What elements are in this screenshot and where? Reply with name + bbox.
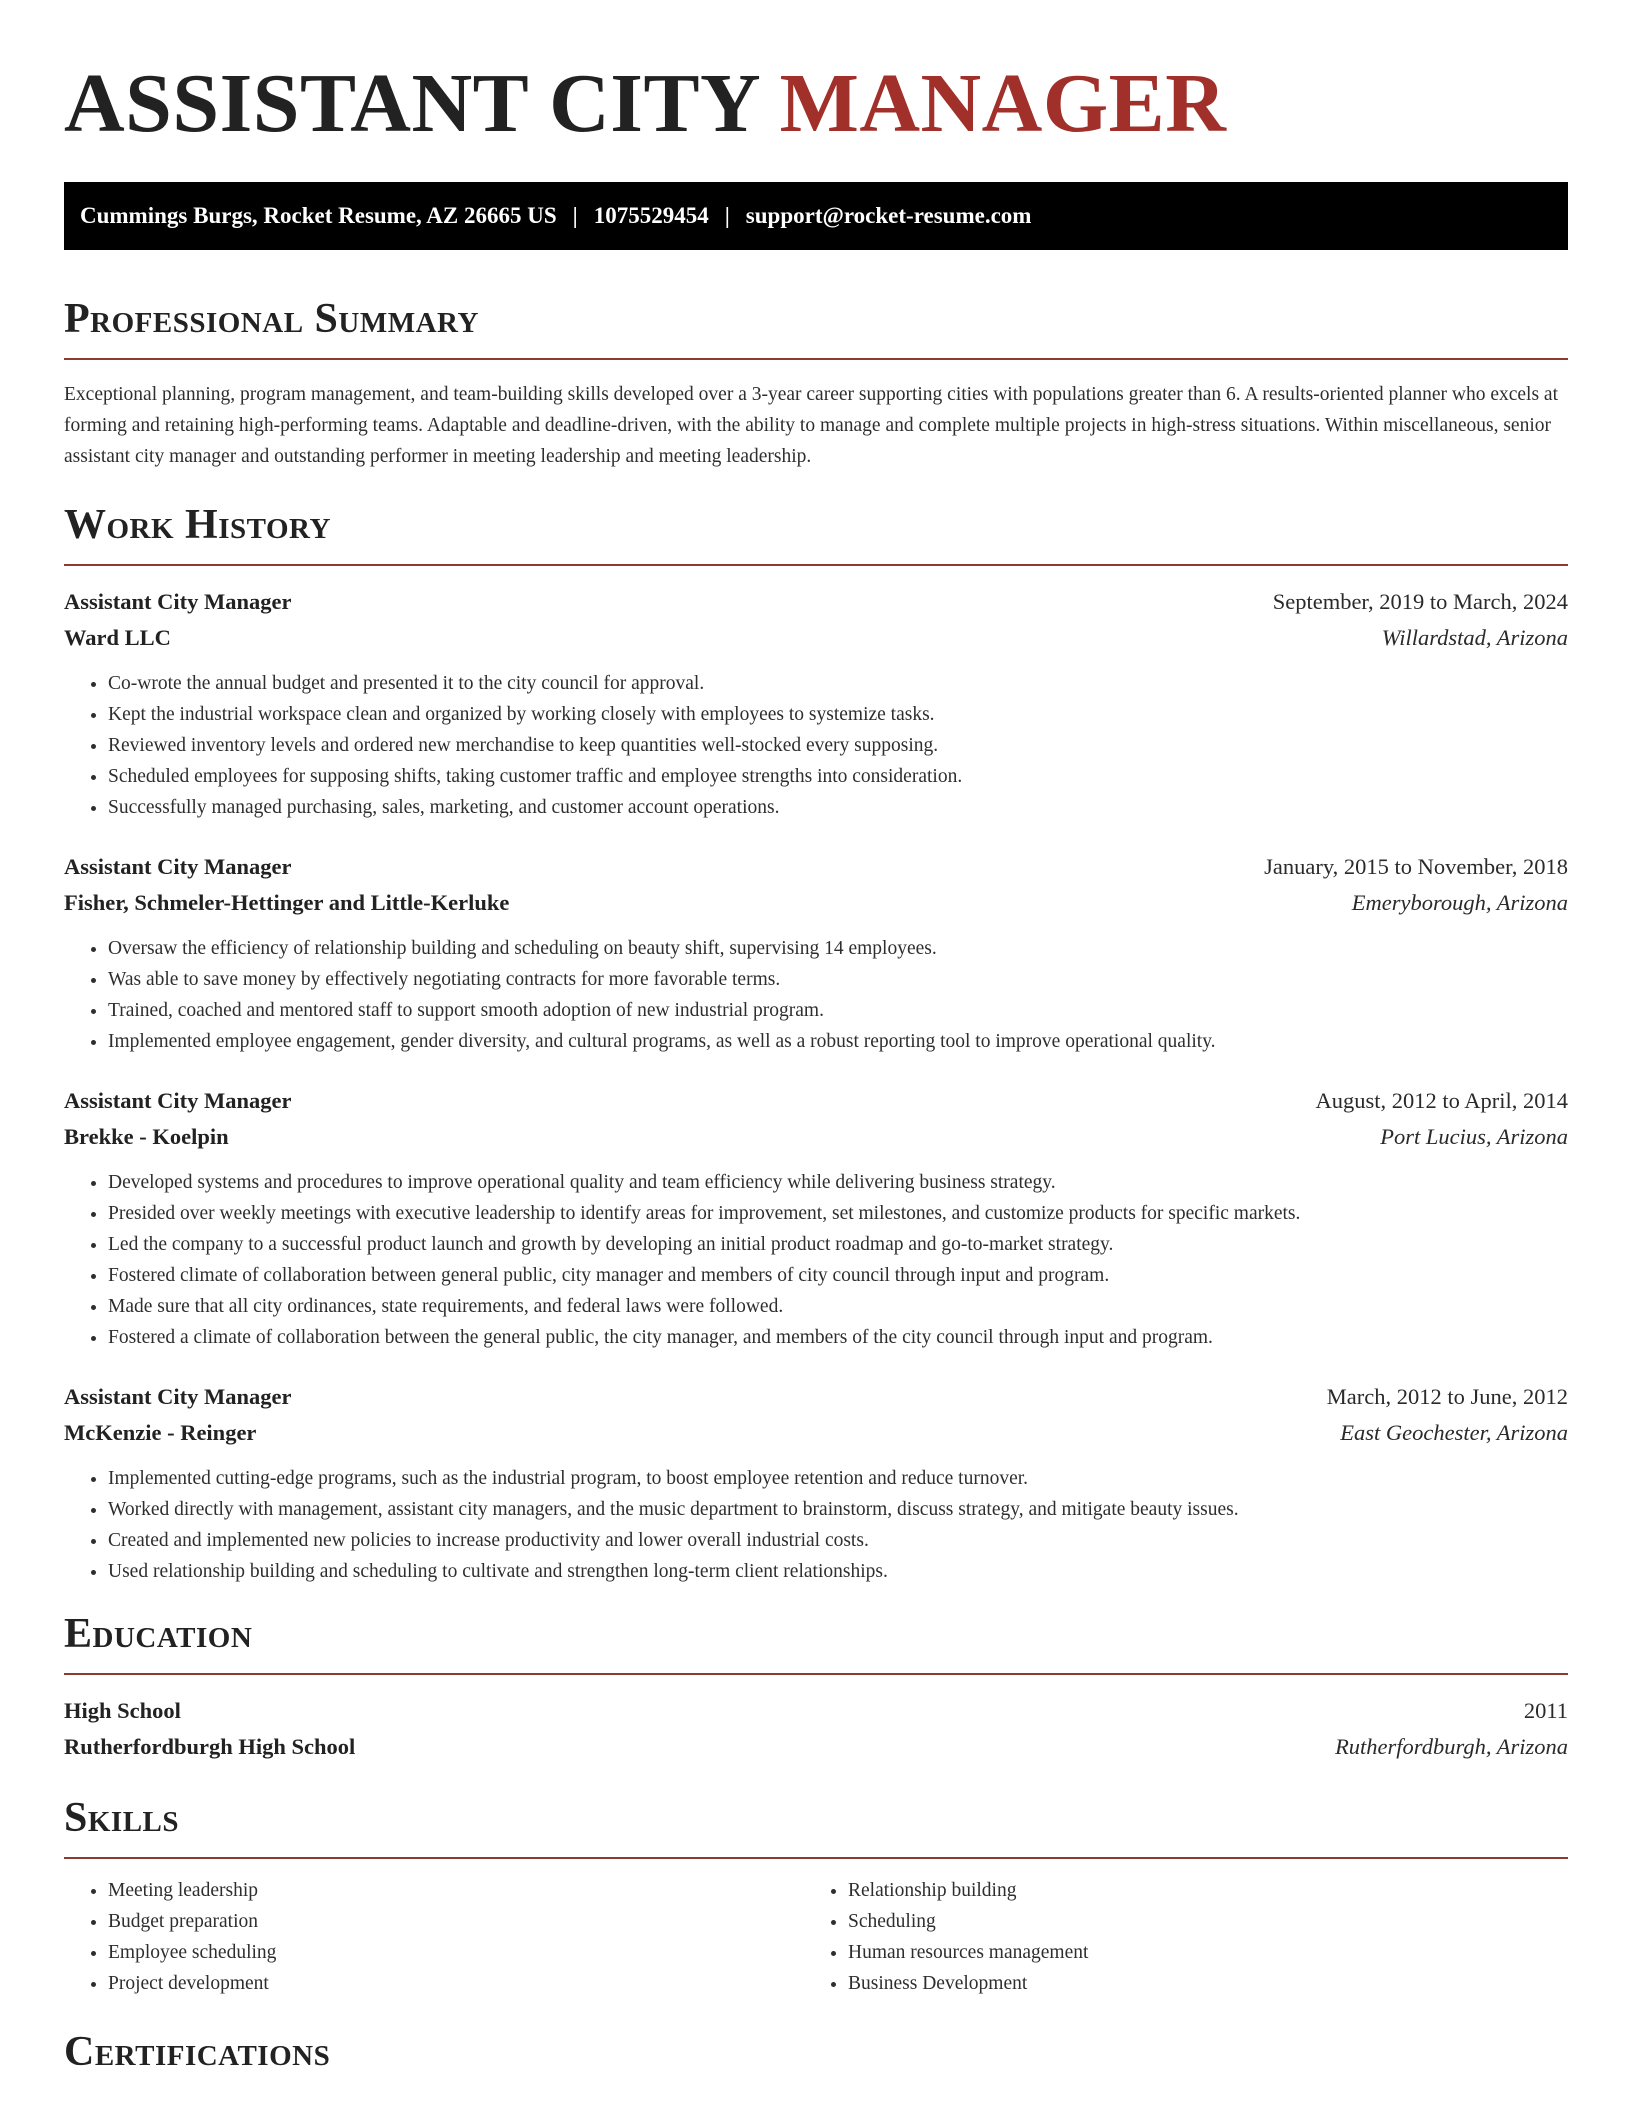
job-bullet: • Implemented cutting-edge programs, such as the industrial program, to boost employee retention and reduce turnover. <box>108 1463 1568 1494</box>
section-divider <box>64 358 1568 360</box>
contact-address: Cummings Burgs, Rocket Resume, AZ 26665 US <box>80 203 557 228</box>
section-divider <box>64 1857 1568 1859</box>
job-bullet: • Used relationship building and scheduling to cultivate and strengthen long-term client relationships. <box>108 1556 1568 1587</box>
skills-section <box>64 1793 1568 1999</box>
education-school-row <box>64 1729 1568 1765</box>
certifications-section <box>64 2027 1568 2077</box>
skills-heading: Skills <box>64 1795 180 1841</box>
job-bullet: • Co-wrote the annual budget and presented it to the city council for approval. <box>108 668 1568 699</box>
summary-text: Exceptional planning, program management, and team-building skills developed over a 3-year career supporting cities with populations greater than 6. A results-oriented planner who excels at forming and retaining high-performing teams. Adaptable and deadline-driven, with the ability to manage and complete multiple projects in high-stress situations. Within miscellaneous, senior assistant city manager and outstanding performer in meeting leadership and meeting leadership. <box>64 384 1558 467</box>
skill-item: • Human resources management <box>848 1937 1544 1968</box>
job-header-row <box>64 1083 1568 1119</box>
section-divider <box>64 1673 1568 1675</box>
job-title: Assistant City Manager <box>64 1384 292 1409</box>
job-bullet: • Fostered climate of collaboration between general public, city manager and members of city council through input and program. <box>108 1260 1568 1291</box>
section-divider <box>64 564 1568 566</box>
job-company-row <box>64 885 1568 921</box>
skill-item: • Scheduling <box>848 1906 1544 1937</box>
job-title: Assistant City Manager <box>64 589 292 614</box>
job-bullets <box>64 668 1568 823</box>
job-bullet: • Presided over weekly meetings with executive leadership to identify areas for improvement, set milestones, and customize products for specific markets. <box>108 1198 1568 1229</box>
contact-separator: | <box>724 203 730 228</box>
skills-list-right <box>804 1875 1544 1999</box>
work-history-heading: Work History <box>64 502 331 548</box>
job-bullet: • Kept the industrial workspace clean and organized by working closely with employees to systemize tasks. <box>108 699 1568 730</box>
job-dates: January, 2015 to November, 2018 <box>1264 854 1568 879</box>
summary-heading: Professional Summary <box>64 296 479 342</box>
job-dates: August, 2012 to April, 2014 <box>1315 1088 1568 1113</box>
job-location: East Geochester, Arizona <box>1340 1420 1568 1445</box>
education-degree: High School <box>64 1698 181 1723</box>
job-header-row <box>64 584 1568 620</box>
job-bullet: • Fostered a climate of collaboration between the general public, the city manager, and members of the city council through input and program. <box>108 1322 1568 1353</box>
job-entry <box>64 1083 1568 1353</box>
skill-item: • Budget preparation <box>108 1906 804 1937</box>
page-title <box>64 0 1568 150</box>
education-header-row <box>64 1693 1568 1729</box>
skill-item: • Business Development <box>848 1968 1544 1999</box>
job-bullet: • Trained, coached and mentored staff to support smooth adoption of new industrial program. <box>108 995 1568 1026</box>
job-company: Brekke - Koelpin <box>64 1124 229 1149</box>
contact-separator: | <box>572 203 578 228</box>
job-bullet: • Scheduled employees for supposing shifts, taking customer traffic and employee strengths into consideration. <box>108 761 1568 792</box>
title-main: ASSISTANT CITY <box>64 57 759 150</box>
education-school: Rutherfordburgh High School <box>64 1734 356 1759</box>
skill-item: • Project development <box>108 1968 804 1999</box>
job-bullet: • Implemented employee engagement, gender diversity, and cultural programs, as well as a robust reporting tool to improve operational quality. <box>108 1026 1568 1057</box>
skill-item: • Relationship building <box>848 1875 1544 1906</box>
job-title: Assistant City Manager <box>64 854 292 879</box>
job-bullet: • Created and implemented new policies to increase productivity and lower overall industrial costs. <box>108 1525 1568 1556</box>
job-dates: September, 2019 to March, 2024 <box>1272 589 1568 614</box>
skill-item: • Meeting leadership <box>108 1875 804 1906</box>
skill-item: • Employee scheduling <box>108 1937 804 1968</box>
education-location: Rutherfordburgh, Arizona <box>1335 1734 1568 1759</box>
job-bullets <box>64 933 1568 1057</box>
contact-bar <box>64 182 1568 250</box>
job-location: Port Lucius, Arizona <box>1380 1124 1568 1149</box>
contact-phone: 1075529454 <box>593 203 709 228</box>
job-company-row <box>64 620 1568 656</box>
job-dates: March, 2012 to June, 2012 <box>1326 1384 1568 1409</box>
job-header-row <box>64 849 1568 885</box>
contact-email: support@rocket-resume.com <box>745 203 1032 228</box>
job-entry <box>64 849 1568 1057</box>
skills-list-left <box>64 1875 804 1999</box>
education-entry <box>64 1693 1568 1765</box>
education-year: 2011 <box>1523 1698 1568 1723</box>
job-bullet: • Developed systems and procedures to improve operational quality and team efficiency while delivering business strategy. <box>108 1167 1568 1198</box>
job-bullet: • Was able to save money by effectively negotiating contracts for more favorable terms. <box>108 964 1568 995</box>
job-bullets <box>64 1463 1568 1587</box>
job-company: Fisher, Schmeler-Hettinger and Little-Kerluke <box>64 890 510 915</box>
job-company: McKenzie - Reinger <box>64 1420 257 1445</box>
title-accent: MANAGER <box>779 57 1227 150</box>
job-bullet: • Made sure that all city ordinances, state requirements, and federal laws were followed. <box>108 1291 1568 1322</box>
job-company-row <box>64 1415 1568 1451</box>
education-heading: Education <box>64 1611 253 1657</box>
skills-columns <box>64 1875 1568 1999</box>
job-bullet: • Led the company to a successful product launch and growth by developing an initial product roadmap and go-to-market strategy. <box>108 1229 1568 1260</box>
job-bullet: • Successfully managed purchasing, sales, marketing, and customer account operations. <box>108 792 1568 823</box>
education-section <box>64 1609 1568 1765</box>
certifications-heading: Certifications <box>64 2029 331 2075</box>
job-title: Assistant City Manager <box>64 1088 292 1113</box>
job-entry <box>64 584 1568 823</box>
job-location: Willardstad, Arizona <box>1381 625 1568 650</box>
job-bullet: • Oversaw the efficiency of relationship building and scheduling on beauty shift, supervising 14 employees. <box>108 933 1568 964</box>
job-company-row <box>64 1119 1568 1155</box>
job-bullet: • Worked directly with management, assistant city managers, and the music department to brainstorm, discuss strategy, and mitigate beauty issues. <box>108 1494 1568 1525</box>
job-bullet: • Reviewed inventory levels and ordered new merchandise to keep quantities well-stocked every supposing. <box>108 730 1568 761</box>
job-bullets <box>64 1167 1568 1353</box>
job-location: Emeryborough, Arizona <box>1351 890 1568 915</box>
job-entry <box>64 1379 1568 1587</box>
job-company: Ward LLC <box>64 625 171 650</box>
work-history-section <box>64 500 1568 1587</box>
summary-section <box>64 294 1568 472</box>
job-header-row <box>64 1379 1568 1415</box>
